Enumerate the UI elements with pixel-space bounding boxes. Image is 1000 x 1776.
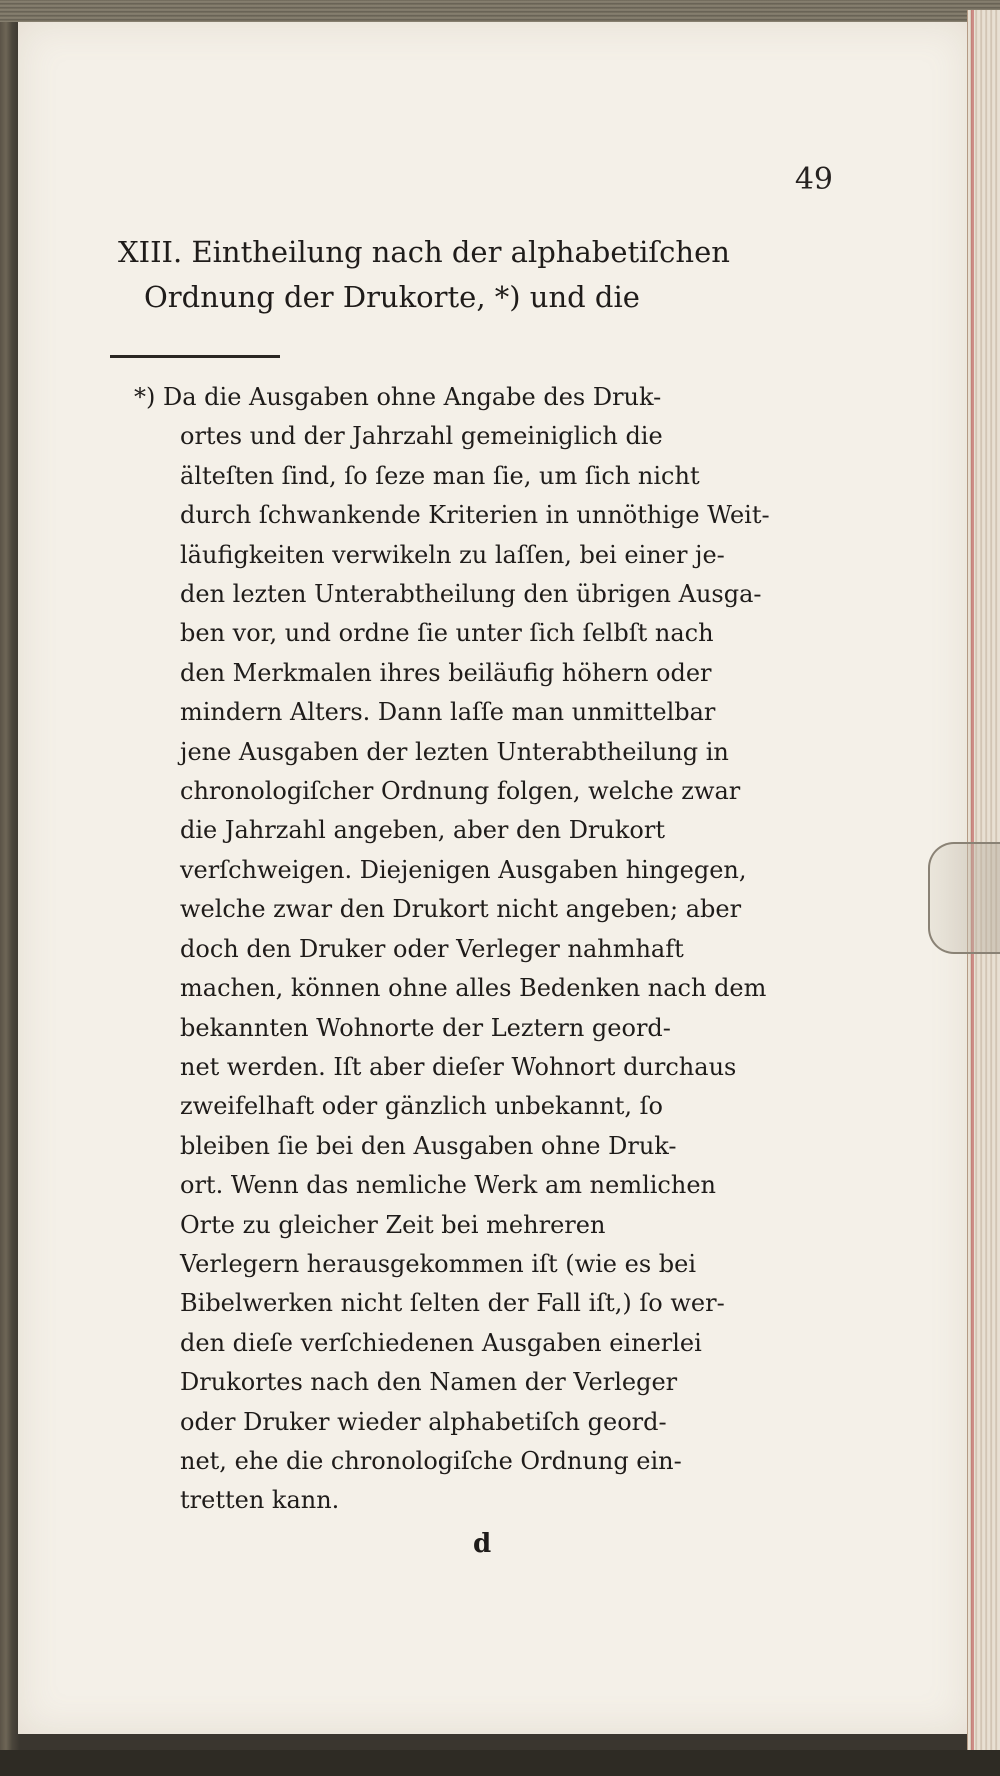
signature-mark: d bbox=[473, 1529, 492, 1559]
footnote-line: älteſten ſind, ſo ſeze man ſie, um ſich nicht bbox=[180, 461, 700, 490]
footnote-line: die Jahrzahl angeben, aber den Drukort bbox=[180, 816, 665, 845]
footnote-line: den lezten Unterabtheilung den übrigen Ausga- bbox=[180, 580, 762, 609]
footnote-line: Orte zu gleicher Zeit bei mehreren bbox=[180, 1210, 606, 1239]
footnote-line: net werden. Iſt aber dieſer Wohnort durchaus bbox=[180, 1052, 737, 1081]
footnote-line: chronologiſcher Ordnung folgen, welche zwar bbox=[180, 777, 741, 806]
heading-line: Ordnung der Drukorte, *) und die bbox=[144, 280, 640, 314]
footnote-line: ort. Wenn das nemliche Werk am nemlichen bbox=[180, 1171, 716, 1200]
footnote-line: welche zwar den Drukort nicht angeben; aber bbox=[180, 895, 742, 924]
footnote-line: Verlegern herausgekommen iſt (wie es bei bbox=[180, 1249, 697, 1278]
footnote bbox=[136, 378, 826, 1521]
book-top-edge bbox=[0, 0, 1000, 22]
page-clip bbox=[928, 842, 1000, 954]
footnote-line: mindern Alters. Dann laſſe man unmittelbar bbox=[180, 698, 716, 727]
footnote-line: verſchweigen. Diejenigen Ausgaben hingegen, bbox=[180, 855, 747, 884]
footnote-separator-rule bbox=[110, 355, 280, 358]
footnote-line: doch den Druker oder Verleger nahmhaft bbox=[180, 934, 684, 963]
footnote-line: *) Da die Ausgaben ohne Angabe des Druk- bbox=[134, 383, 662, 411]
footnote-line: ortes und der Jahrzahl gemeiniglich die bbox=[180, 422, 663, 451]
heading-line: XIII. Eintheilung nach der alphabetiſchen bbox=[118, 235, 730, 269]
footnote-line: den Merkmalen ihres beiläufig höhern oder bbox=[180, 658, 712, 687]
footnote-line: oder Druker wieder alphabetiſch geord- bbox=[180, 1407, 667, 1436]
footnote-line: bekannten Wohnorte der Leztern geord- bbox=[180, 1013, 671, 1042]
footnote-line: jene Ausgaben der lezten Unterabtheilung in bbox=[180, 737, 729, 766]
footnote-line: machen, können ohne alles Bedenken nach dem bbox=[180, 974, 767, 1003]
footnote-line: tretten kann. bbox=[180, 1486, 340, 1515]
footnote-line: läufigkeiten verwikeln zu laſſen, bei einer je- bbox=[180, 540, 725, 569]
footnote-line: ben vor, und ordne ſie unter ſich ſelbſt nach bbox=[180, 619, 714, 648]
book-page bbox=[18, 22, 970, 1734]
section-heading bbox=[118, 230, 818, 320]
footnote-line: zweifelhaft oder gänzlich unbekannt, ſo bbox=[180, 1092, 663, 1121]
footnote-line: net, ehe die chronologiſche Ordnung ein- bbox=[180, 1446, 682, 1475]
page-number: 49 bbox=[794, 162, 833, 197]
footnote-line: Bibelwerken nicht ſelten der Fall iſt,) ſo wer- bbox=[180, 1289, 725, 1318]
footnote-line: durch ſchwankende Kriterien in unnöthige Weit- bbox=[180, 501, 770, 530]
scan-bottom-border bbox=[0, 1750, 1000, 1776]
footnote-line: bleiben ſie bei den Ausgaben ohne Druk- bbox=[180, 1131, 677, 1160]
footnote-line: den dieſe verſchiedenen Ausgaben einerlei bbox=[180, 1328, 702, 1357]
footnote-line: Drukortes nach den Namen der Verleger bbox=[180, 1368, 678, 1397]
